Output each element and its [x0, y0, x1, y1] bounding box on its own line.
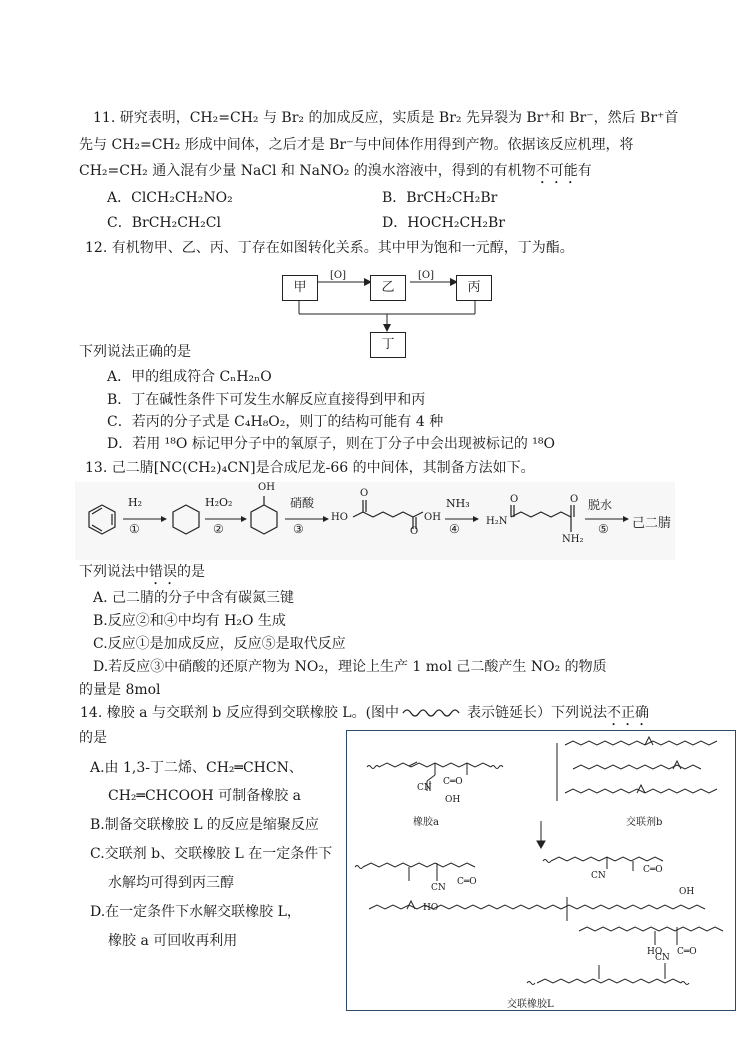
q14-fig-l-cn3: CN [655, 953, 670, 963]
q14-option-a-line2: CH₂═CHCOOH 可制备橡胶 a [108, 788, 302, 804]
q13-reagent-3: 硝酸 [290, 496, 315, 510]
q14-fig-l-ho2: HO [647, 947, 663, 957]
q13-option-b: B.反应②和④中均有 H₂O 生成 [93, 613, 286, 629]
q12-option-a: A．甲的组成符合 CₙH₂ₙO [107, 369, 272, 385]
q12-box-yi: 乙 [370, 275, 406, 301]
q14-fig-l-cn2: CN [431, 883, 446, 893]
q13-amide-nh2: NH₂ [562, 534, 584, 545]
q13-amide-h2n: H₂N [486, 516, 508, 527]
q12-box-jia: 甲 [282, 275, 318, 301]
q14-option-d-line2: 橡胶 a 可回收再利用 [108, 933, 238, 949]
q13-reagent-5: 脱水 [588, 498, 613, 512]
q14-stem-end: 的是 [79, 730, 107, 746]
q14-fig-l-co3: C═O [677, 947, 697, 957]
q11-option-d: D．HOCH₂CH₂Br [382, 215, 505, 231]
q11-line3-text: CH₂=CH₂ 通入混有少量 NaCl 和 NaNO₂ 的溴水溶液中，得到的有机物 [79, 163, 536, 179]
q14-stem-b: 表示链延长）下列说法 [467, 705, 608, 721]
q13-acid-o2: O [410, 526, 419, 537]
q14-figure [346, 730, 736, 1011]
q13-stem: 13. 己二腈[NC(CH₂)₄CN]是合成尼龙-66 的中间体，其制备方法如下。 [85, 460, 535, 476]
q12-stem: 12. 有机物甲、乙、丙、丁存在如图转化关系。其中甲为饱和一元醇，丁为酯。 [85, 240, 574, 256]
q14-fig-l-co1: C═O [643, 865, 663, 875]
q12-option-b: B．丁在碱性条件下可发生水解反应直接得到甲和丙 [107, 392, 426, 408]
q14-fig-l-ho: HO [423, 903, 439, 913]
q14-fig-l-co2: C═O [457, 877, 477, 887]
q13-step-1: ① [129, 522, 140, 536]
q12-box-ding: 丁 [370, 332, 406, 358]
q13-reagent-2: H₂O₂ [205, 496, 233, 509]
q11-option-c: C．BrCH₂CH₂Cl [107, 215, 221, 231]
q14-stem-a: 14. 橡胶 a 与交联剂 b 反应得到交联橡胶 L。(图中 [80, 705, 400, 721]
q13-option-d-line2: 的量是 8mol [79, 682, 161, 698]
q13-step-4: ④ [449, 522, 460, 536]
q13-step-3: ③ [293, 522, 304, 536]
q12-option-d: D．若用 ¹⁸O 标记甲分子中的氧原子，则在丁分子中会出现被标记的 ¹⁸O [107, 436, 555, 452]
q14-option-c-line1: C.交联剂 b、交联橡胶 L 在一定条件下 [90, 846, 333, 862]
q12-box-bing: 丙 [456, 275, 492, 301]
q13-step-5: ⑤ [598, 522, 609, 536]
q12-arrow1-label: [O] [330, 270, 347, 281]
q11-line1: 11. 研究表明，CH₂=CH₂ 与 Br₂ 的加成反应，实质是 Br₂ 先异裂为 Br⁺和 Br⁻，然后 Br⁺首 [93, 110, 679, 126]
q13-amide-o1: O [510, 494, 519, 505]
q11-line3-end: 有 [577, 163, 592, 179]
q14-fig-a-oh: OH [445, 795, 461, 805]
q13-acid-ho: HO [331, 512, 348, 523]
q13-cyclohexanol-oh: OH [258, 482, 275, 493]
q14-figure-label-a: 橡胶a [413, 817, 439, 828]
q14-emphasis: 不正确 [607, 705, 650, 721]
q13-amide-o2: O [570, 494, 579, 505]
q13-ask-end: 的是 [177, 564, 205, 580]
q11-line2: 先与 CH₂=CH₂ 形成中间体，之后才是 Br⁻与中间体作用得到产物。依据该反应机理，将 [79, 137, 634, 153]
q14-fig-l-oh1: OH [679, 887, 695, 897]
q14-option-a-line1: A.由 1,3-丁二烯、CH₂═CHCN、 [90, 760, 303, 776]
q13-acid-oh: OH [424, 512, 441, 523]
q13-scheme-drawing [75, 482, 675, 560]
q14-option-b: B.制备交联橡胶 L 的反应是缩聚反应 [90, 817, 319, 833]
q11-emphasis: 不可能 [535, 163, 578, 179]
q13-emphasis: 错误 [149, 564, 177, 580]
q11-line3 [79, 161, 592, 187]
q14-stem [80, 703, 649, 729]
q14-option-d-line1: D.在一定条件下水解交联橡胶 L， [90, 904, 301, 920]
q14-figure-drawing [347, 731, 735, 1010]
q13-reagent-1: H₂ [128, 496, 143, 509]
q13-acid-o1: O [360, 488, 369, 499]
q12-ask: 下列说法正确的是 [79, 344, 191, 360]
q13-ask [79, 562, 205, 588]
q14-fig-a-cn: CN [417, 783, 432, 793]
q11-option-a: A．ClCH₂CH₂NO₂ [107, 190, 233, 206]
q11-option-b: B．BrCH₂CH₂Br [382, 190, 498, 206]
q13-product: 己二腈 [632, 516, 672, 531]
q13-step-2: ② [213, 522, 224, 536]
q13-option-a: A. 己二腈的分子中含有碳氮三键 [93, 590, 295, 606]
q14-figure-label-b: 交联剂b [626, 817, 663, 828]
q13-option-d-line1: D.若反应③中硝酸的还原产物为 NO₂，理论上生产 1 mol 己二酸产生 NO₂ 的物质 [93, 659, 607, 675]
q12-option-c: C．若丙的分子式是 C₄H₈O₂，则丁的结构可能有 4 种 [107, 414, 444, 430]
q13-option-c: C.反应①是加成反应，反应⑤是取代反应 [93, 636, 346, 652]
q14-fig-a-co: C═O [443, 777, 463, 787]
q13-reagent-4: NH₃ [446, 497, 470, 510]
q12-arrow2-label: [O] [418, 270, 435, 281]
q14-option-c-line2: 水解均可得到丙三醇 [108, 875, 234, 891]
q14-figure-label-l: 交联橡胶L [507, 999, 554, 1010]
wavy-chain-icon [401, 708, 465, 718]
q13-ask-text: 下列说法中 [79, 564, 149, 580]
q14-fig-l-cn1: CN [591, 871, 606, 881]
